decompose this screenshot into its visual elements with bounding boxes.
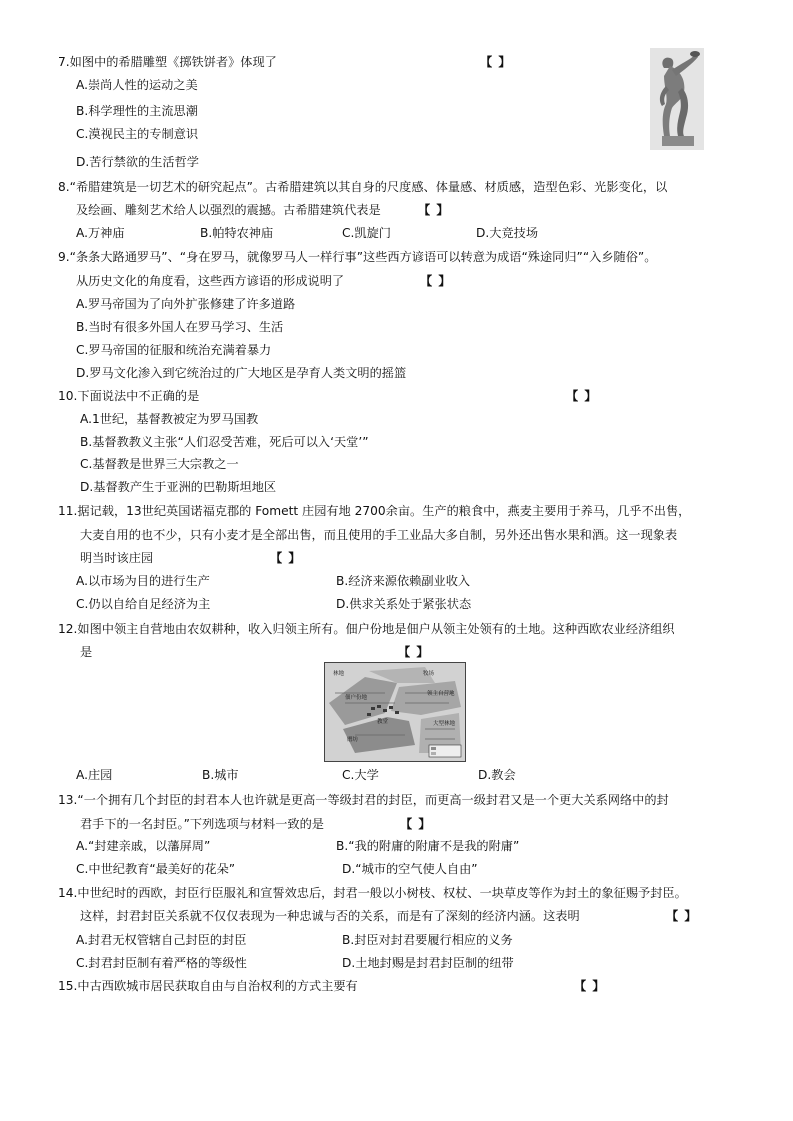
q11-answer-bracket: 【 】: [270, 551, 302, 565]
q14-option-d: D.土地封赐是封君封臣制的纽带: [342, 956, 514, 970]
map-label-demesne: 领主自营地: [427, 691, 455, 697]
q8-answer-bracket: 【 】: [418, 203, 450, 217]
q14-stem-line1: 14.中世纪时的西欧，封臣行臣服礼和宣誓效忠后，封君一般以小树枝、权杖、一块草皮等作为封土的象征赐予封臣。: [58, 886, 687, 900]
q7-stem: 7.如图中的希腊雕塑《掷铁饼者》体现了: [58, 55, 277, 69]
q14-option-b: B.封臣对封君要履行相应的义务: [342, 933, 513, 947]
q9-answer-bracket: 【 】: [420, 274, 452, 288]
q15-stem: 15.中古西欧城市居民获取自由与自治权利的方式主要有: [58, 979, 358, 993]
q12-option-d: D.教会: [478, 768, 516, 782]
q7-option-b: B.科学理性的主流思潮: [76, 104, 198, 118]
q11-option-a: A.以市场为目的进行生产: [76, 574, 210, 588]
map-label-pasture: 牧场: [423, 671, 435, 677]
q13-option-a: A.“封建亲戚，以藩屏周”: [76, 839, 211, 853]
q13-stem-line1: 13.“一个拥有几个封臣的封君本人也许就是更高一等级封君的封臣，而更高一级封君又是一个更大关系网络中的封: [58, 793, 669, 807]
q9-option-d: D.罗马文化渗入到它统治过的广大地区是孕育人类文明的摇篮: [76, 366, 407, 380]
q10-option-b: B.基督教教义主张“人们忍受苦难，死后可以入‘天堂’”: [80, 435, 369, 449]
map-legend: [429, 745, 461, 757]
q7-answer-bracket: 【 】: [480, 55, 512, 69]
q11-option-b: B.经济来源依赖副业收入: [336, 574, 471, 588]
q10-option-d: D.基督教产生于亚洲的巴勒斯坦地区: [80, 480, 277, 494]
q7-option-d: D.苦行禁欲的生活哲学: [76, 155, 199, 169]
map-label-tenant-land: 佃户份地: [345, 695, 368, 701]
map-label-mill: 磨坊: [347, 737, 359, 743]
q10-option-a: A.1世纪，基督教被定为罗马国教: [80, 412, 259, 426]
q12-option-c: C.大学: [342, 768, 379, 782]
q9-option-a: A.罗马帝国为了向外扩张修建了许多道路: [76, 297, 296, 311]
q8-stem-line1: 8.“希腊建筑是一切艺术的研究起点”。古希腊建筑以其自身的尺度感、体量感、材质感，造型色彩、光影变化，以: [58, 180, 668, 194]
discus-thrower-statue-icon: [650, 48, 704, 150]
q11-stem-line1: 11.据记载，13世纪英国诺福克郡的 Fomett 庄园有地 2700余亩。生产的粮食中，燕麦主要用于养马，几乎不出售，: [58, 504, 691, 518]
q12-option-b: B.城市: [202, 768, 239, 782]
manor-map-icon: [324, 662, 466, 762]
q14-option-c: C.封君封臣制有着严格的等级性: [76, 956, 247, 970]
map-label-large-woodland: 大型林地: [433, 721, 456, 727]
map-label-church: 教堂: [377, 719, 389, 725]
q8-option-b: B.帕特农神庙: [200, 226, 274, 240]
q7-option-c: C.漠视民主的专制意识: [76, 127, 199, 141]
q12-answer-bracket: 【 】: [398, 645, 430, 659]
q14-stem-line2: 这样，封君封臣关系就不仅仅表现为一种忠诚与否的关系，而是有了深刻的经济内涵。这表明: [80, 909, 580, 923]
q7-option-a: A.崇尚人性的运动之美: [76, 78, 198, 92]
q9-option-b: B.当时有很多外国人在罗马学习、生活: [76, 320, 284, 334]
q11-option-d: D.供求关系处于紧张状态: [336, 597, 472, 611]
q9-stem-line1: 9.“条条大路通罗马”、“身在罗马，就像罗马人一样行事”这些西方谚语可以转意为成语“殊途同归”“入乡随俗”。: [58, 250, 657, 264]
q9-option-c: C.罗马帝国的征服和统治充满着暴力: [76, 343, 272, 357]
q8-option-c: C.凯旋门: [342, 226, 391, 240]
q8-option-d: D.大竞技场: [476, 226, 539, 240]
q13-option-d: D.“城市的空气使人自由”: [342, 862, 478, 876]
q12-option-a: A.庄园: [76, 768, 113, 782]
q13-option-b: B.“我的附庸的附庸不是我的附庸”: [336, 839, 520, 853]
q10-option-c: C.基督教是世界三大宗教之一: [80, 457, 239, 471]
q15-answer-bracket: 【 】: [574, 979, 606, 993]
q12-stem-line2: 是: [80, 645, 93, 659]
q11-stem-line2: 大麦自用的也不少，只有小麦才是全部出售，而且使用的手工业品大多自制，另外还出售水果和酒。这一现象表: [80, 528, 678, 542]
q8-option-a: A.万神庙: [76, 226, 125, 240]
map-label-woodland: 林地: [333, 671, 345, 677]
q13-stem-line2: 君手下的一名封臣。”下列选项与材料一致的是: [80, 817, 324, 831]
q13-option-c: C.中世纪教育“最美好的花朵”: [76, 862, 236, 876]
q11-option-c: C.仍以自给自足经济为主: [76, 597, 211, 611]
q8-stem-line2: 及绘画、雕刻艺术给人以强烈的震撼。古希腊建筑代表是: [76, 203, 381, 217]
q12-stem-line1: 12.如图中领主自营地由农奴耕种，收入归领主所有。佃户份地是佃户从领主处领有的土地。这种西欧农业经济组织: [58, 622, 675, 636]
q14-option-a: A.封君无权管辖自己封臣的封臣: [76, 933, 247, 947]
q13-answer-bracket: 【 】: [400, 817, 432, 831]
q11-stem-line3: 明当时该庄园: [80, 551, 154, 565]
q10-stem: 10.下面说法中不正确的是: [58, 389, 200, 403]
q14-answer-bracket: 【 】: [666, 909, 698, 923]
q9-stem-line2: 从历史文化的角度看，这些西方谚语的形成说明了: [76, 274, 345, 288]
q10-answer-bracket: 【 】: [566, 389, 598, 403]
